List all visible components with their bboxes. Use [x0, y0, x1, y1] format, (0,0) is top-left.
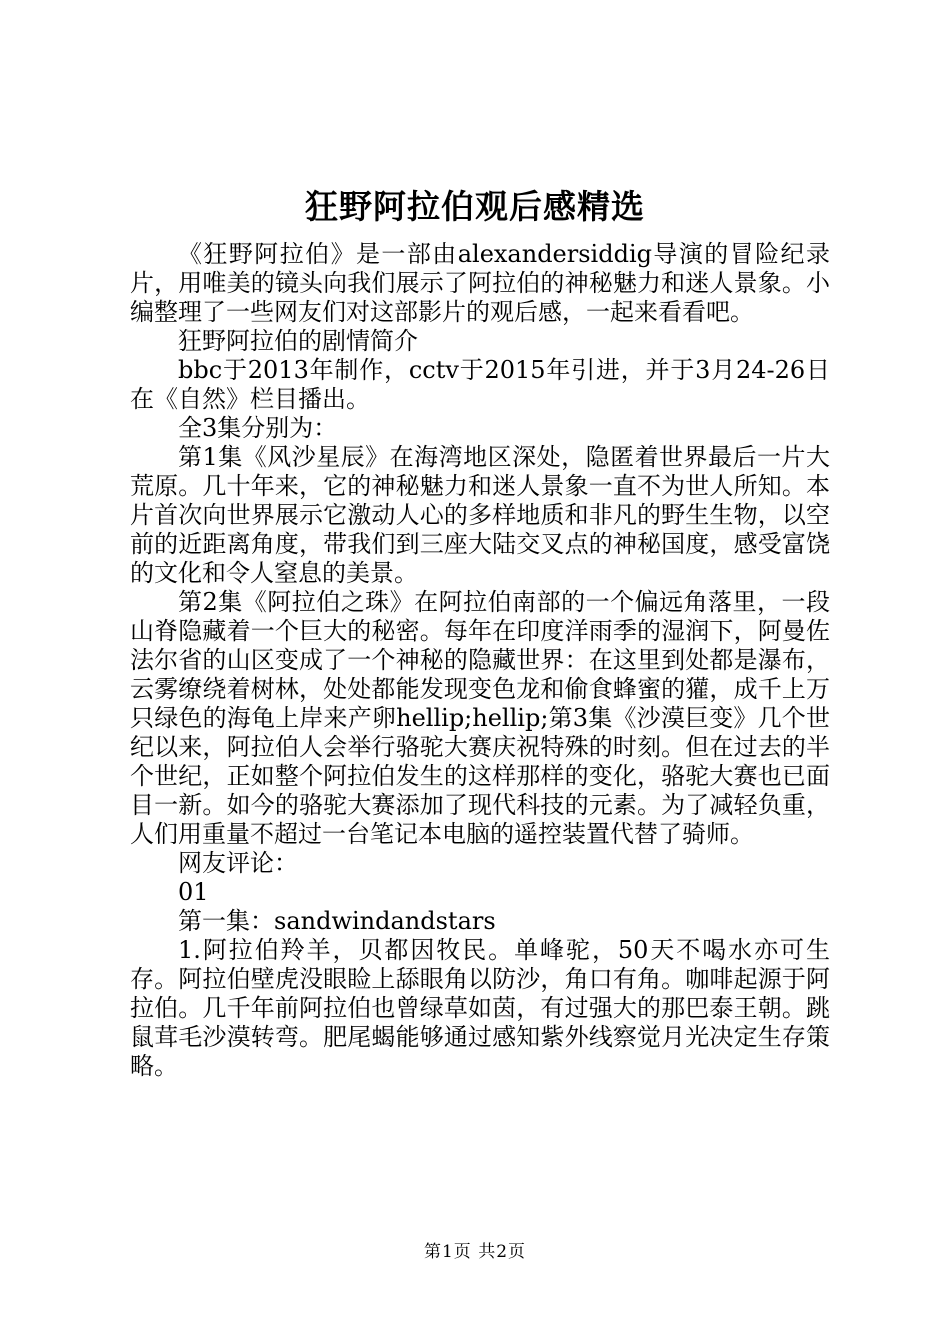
paragraph-episode-1-english: 第一集：sandwindandstars	[178, 907, 496, 935]
paragraph-comment-number: 01	[178, 878, 209, 906]
paragraph-comment-1: 1.阿拉伯羚羊，贝都因牧民。单峰驼，50天不喝水亦可生存。阿拉伯壁虎没眼睑上舔眼角以防沙，角口有角。咖啡起源于阿拉伯。几千年前阿拉伯也曾绿草如茵，有过强大的那巴泰王朝。跳鼠茸毛沙漠转弯。肥尾蝎能够通过感知紫外线察觉月光决定生存策略。	[130, 936, 830, 1080]
document-title: 狂野阿拉伯观后感精选	[305, 187, 645, 226]
document-body	[130, 240, 830, 1081]
paragraph-intro: 《狂野阿拉伯》是一部由alexandersiddig导演的冒险纪录片，用唯美的镜头向我们展示了阿拉伯的神秘魅力和迷人景象。小编整理了一些网友们对这部影片的观后感，一起来看看吧。	[130, 240, 830, 326]
paragraph-episode-2-3: 第2集《阿拉伯之珠》在阿拉伯南部的一个偏远角落里，一段山脊隐藏着一个巨大的秘密。每年在印度洋雨季的湿润下，阿曼佐法尔省的山区变成了一个神秘的隐藏世界：在这里到处都是瀑布，云雾缭绕着树林，处处都能发现变色龙和偷食蜂蜜的獾，成千上万只绿色的海龟上岸来产卵hellip;hellip;第3集《沙漠巨变》几个世纪以来，阿拉伯人会举行骆驼大赛庆祝特殊的时刻。但在过去的半个世纪，正如整个阿拉伯发生的这样那样的变化，骆驼大赛也已面目一新。如今的骆驼大赛添加了现代科技的元素。为了减轻负重，人们用重量不超过一台笔记本电脑的遥控装置代替了骑师。	[130, 588, 830, 848]
paragraph-episode-1: 第1集《风沙星辰》在海湾地区深处，隐匿着世界最后一片大荒原。几十年来，它的神秘魅力和迷人景象一直不为世人所知。本片首次向世界展示它激动人心的多样地质和非凡的野生生物，以空前的近距离角度，带我们到三座大陆交叉点的神秘国度，感受富饶的文化和令人窒息的美景。	[130, 443, 830, 587]
paragraph-episode-count: 全3集分别为：	[178, 414, 338, 442]
paragraph-synopsis-heading: 狂野阿拉伯的剧情简介	[178, 327, 418, 355]
paragraph-broadcast-info: bbc于2013年制作，cctv于2015年引进，并于3月24-26日在《自然》栏目播出。	[130, 356, 830, 413]
paragraph-comments-heading: 网友评论：	[178, 849, 298, 877]
page-footer: 第1页 共2页	[423, 1242, 527, 1262]
